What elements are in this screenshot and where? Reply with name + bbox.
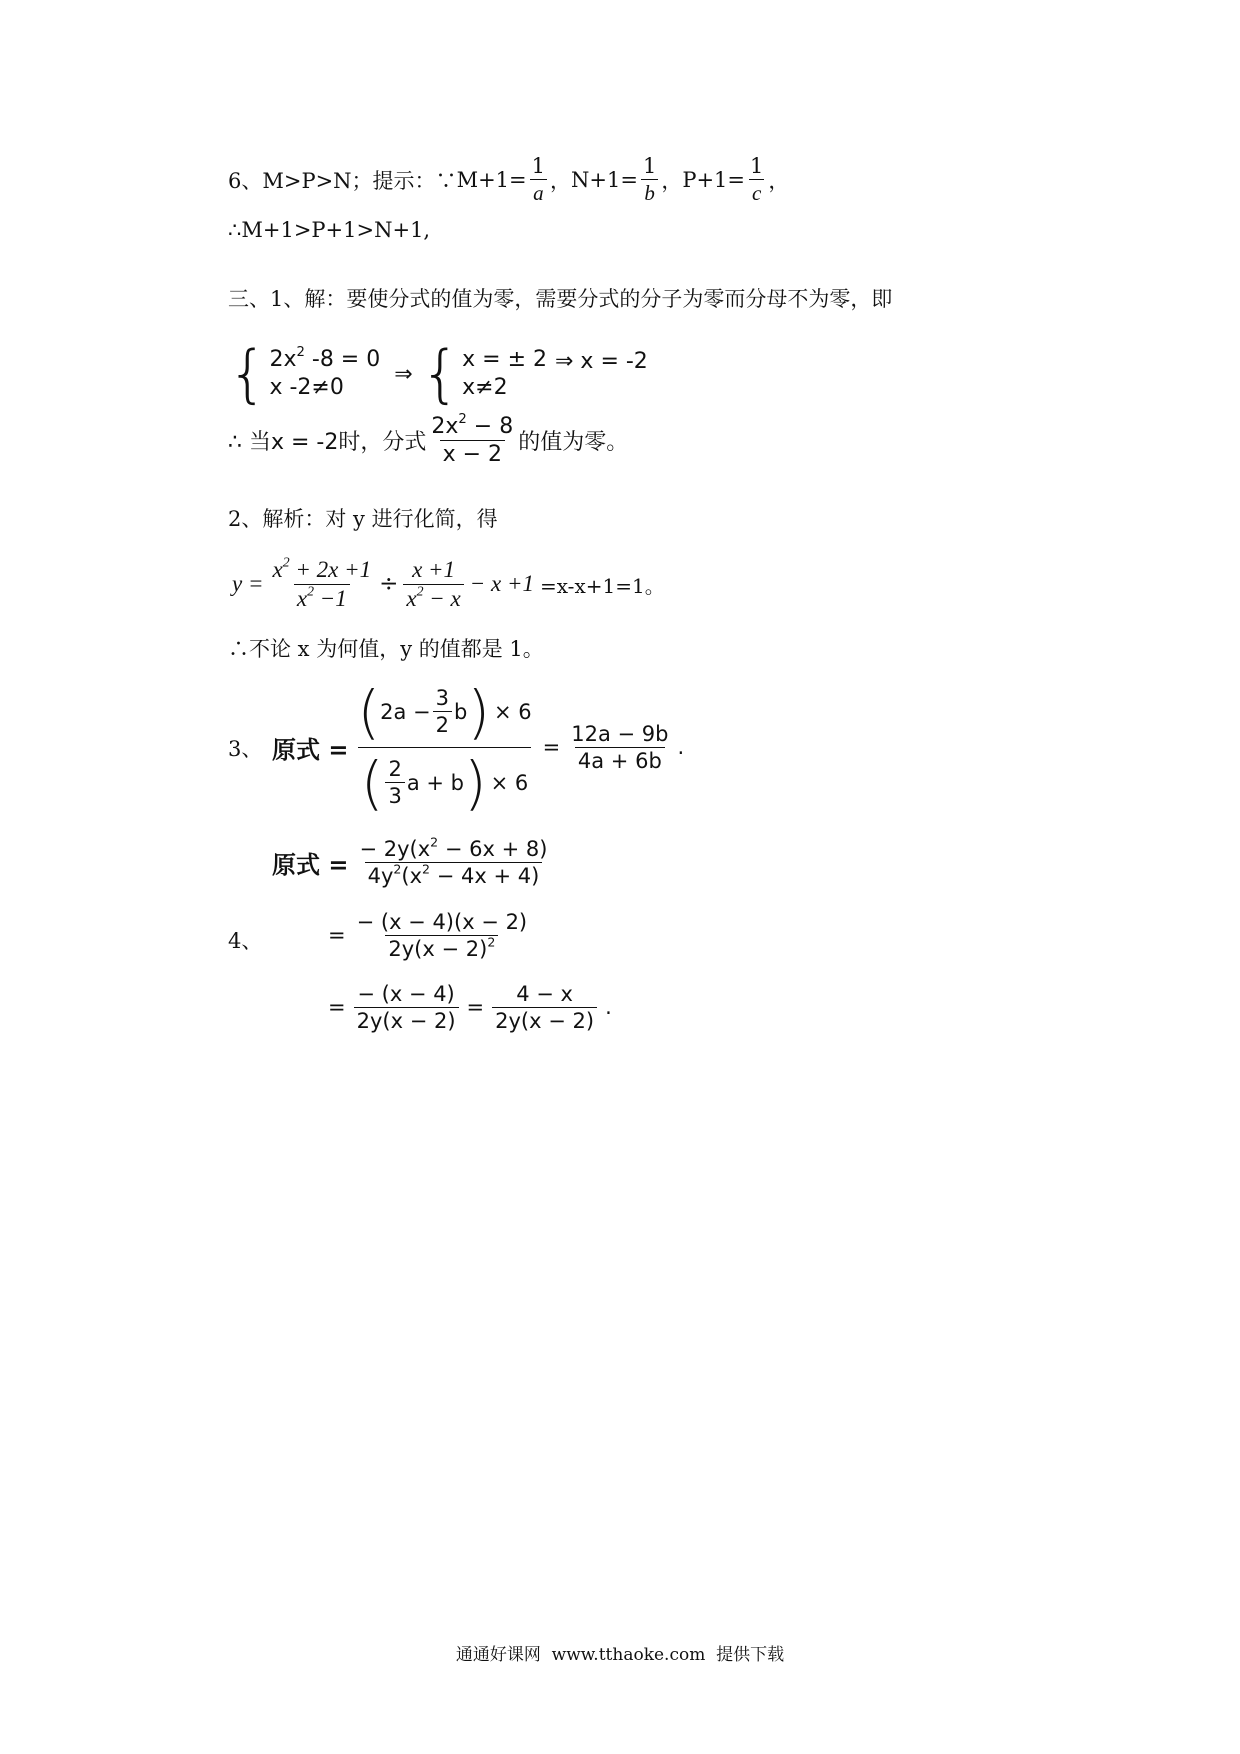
fraction-1-over-b: $\frac{1}{b}$ <box>642 154 657 205</box>
right-paren-icon-2: ) <box>463 748 487 817</box>
q3-big-fraction: ( 2a − $\frac{3}{2}$ b ) × 6 ( $\frac{2}{3}$ a + b ) × 6 <box>357 677 532 817</box>
q4-line-2: = $\frac{- (x - 4)(x - 2)}{2y(x - 2)^2}$ <box>328 909 528 961</box>
q3-equation: 原式 = ( 2a − $\frac{3}{2}$ b ) × 6 ( $\frac{2}{3}$ a + b ) × 6 = $\frac{12a - 9b}{4a + 6b}$ . <box>272 677 685 817</box>
n-plus-one: N+1= <box>571 168 638 192</box>
item-6-label: 6、M>P>N；提示：∵ <box>228 169 457 193</box>
fraction-1-over-c: $\frac{1}{c}$ <box>750 154 764 205</box>
p-plus-one: P+1= <box>682 168 745 192</box>
q4-label: 4、 <box>228 929 263 953</box>
q1-conclusion: ∴ 当x = -2时，分式 $\frac{2x^2 - 8}{x - 2}$ 的值为零。 <box>228 411 629 467</box>
q2-heading: 2、解析：对 y 进行化简，得 <box>228 507 498 531</box>
q1-heading: 三、1、解：要使分式的值为零，需要分式的分子为零而分母不为零，即 <box>228 287 893 311</box>
q3-result: $\frac{12a - 9b}{4a + 6b}$ <box>571 721 669 773</box>
left-paren-icon-2: ( <box>360 748 384 817</box>
system-1: $2x^2$ -8 = 0 x -2≠0 <box>269 345 381 400</box>
item-6-line: 6、M>P>N；提示：∵ M+1= $\frac{1}{a}$ ， N+1= $\frac{1}{b}$ ， P+1= $\frac{1}{c}$ ， <box>228 154 790 205</box>
page-footer: 通通好课网 www.tthaoke.com 提供下载 <box>455 1645 785 1665</box>
m-plus-one: M+1= <box>456 168 527 192</box>
q4-line-3: = $\frac{- (x - 4)}{2y(x - 2)}$ = $\frac{4 - x}{2y(x - 2)}$ . <box>328 981 612 1033</box>
right-paren-icon: ) <box>467 677 490 746</box>
q1-fraction: $\frac{2x^2 - 8}{x - 2}$ <box>431 411 514 467</box>
q1-system <box>228 337 648 410</box>
q3-label: 3、 <box>228 737 263 761</box>
q2-equation: y = $\frac{x^2 + 2x +1}{x^2 -1}$ ÷ $\frac{x +1}{x^2 - x}$ − x +1 =x-x+1=1。 <box>232 554 665 611</box>
q2-fraction-1: $\frac{x^2 + 2x +1}{x^2 -1}$ <box>272 554 372 611</box>
q1-result: ⇒ x = -2 <box>555 348 648 374</box>
left-brace-icon-2: { <box>420 337 461 410</box>
left-brace-icon: { <box>228 337 268 410</box>
system-2: x = ± 2 x≠2 <box>462 347 547 400</box>
q2-fraction-2: $\frac{x +1}{x^2 - x}$ <box>403 557 463 612</box>
q4-line-1: 原式 = $\frac{- 2y(x^2 - 6x + 8)}{4y^2(x^2 - 4x + 4)}$ <box>272 834 548 888</box>
q2-conclusion: ∴不论 x 为何值，y 的值都是 1。 <box>228 637 544 661</box>
left-paren-icon: ( <box>357 677 381 746</box>
item-6-conclusion: ∴M+1>P+1>N+1, <box>228 218 431 242</box>
fraction-1-over-a: $\frac{1}{a}$ <box>531 154 545 205</box>
implies-arrow: ⇒ <box>394 361 413 387</box>
